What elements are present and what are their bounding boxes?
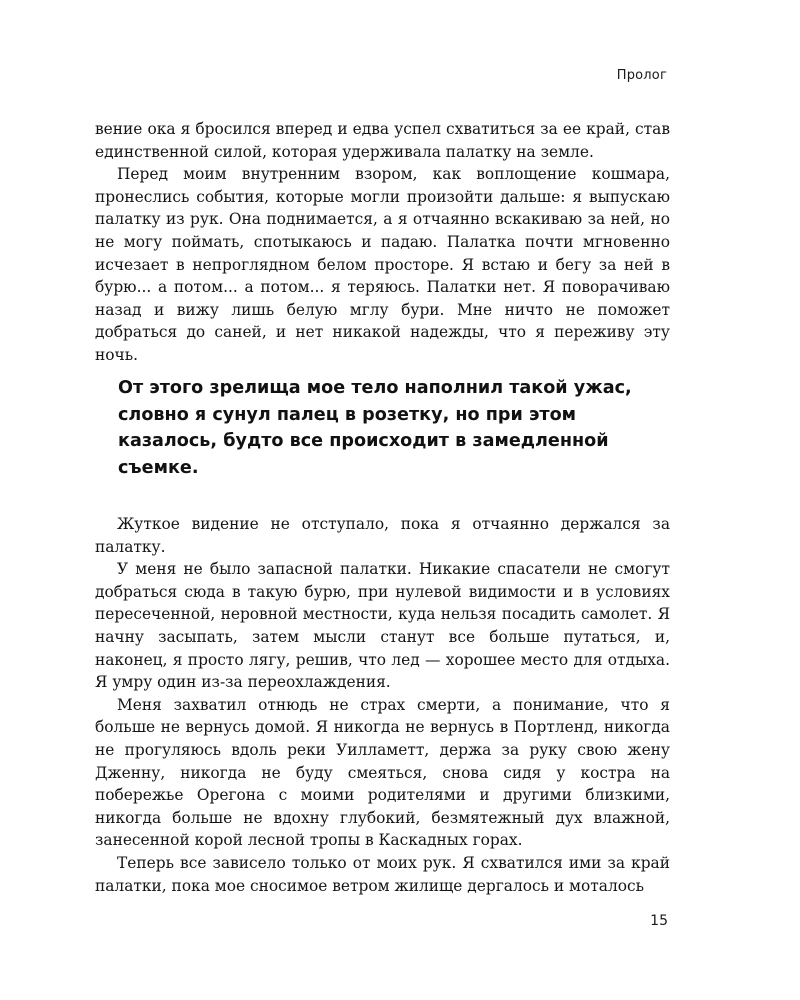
paragraph: Жуткое видение не отступало, пока я отчаянно держался за палатку. (95, 515, 670, 556)
paragraph: У меня не было запасной палатки. Никакие спасатели не смогут добраться сюда в такую бурю, при нулевой видимости и в условиях пересеченной, неровной местности, куда нельзя посадить самолет. Я начну засыпать, затем мысли станут все больше путаться, и, наконец, я просто лягу, решив, что лед — хорошее место для отдыха. Я умру один из-за переохлаждения. (95, 560, 670, 692)
running-head: Пролог (616, 68, 667, 83)
body-text-top (95, 118, 670, 367)
paragraph: вение ока я бросился вперед и едва успел схватиться за ее край, став единственной силой, которая удерживала палатку на земле. (95, 120, 670, 161)
page-number: 15 (650, 913, 668, 929)
body-text-bottom (95, 513, 670, 897)
pull-quote: От этого зрелища мое тело наполнил такой ужас, словно я сунул палец в розетку, но при этом казалось, будто все происходит в замедленной съемке. (118, 378, 632, 478)
paragraph: Теперь все зависело только от моих рук. Я схватился ими за край палатки, пока мое сносимое ветром жилище дергалось и моталось (95, 853, 670, 895)
paragraph: Перед моим внутренним взором, как воплощение кошмара, пронеслись события, которые могли произойти дальше: я выпускаю палатку из рук. Она поднимается, а я отчаянно вскакиваю за ней, но не могу поймать, спотыкаюсь и падаю. Палатка почти мгновенно исчезает в непроглядном белом просторе. Я встаю и бегу за ней в бурю... а потом... а потом... я теряюсь. Палатки нет. Я поворачиваю назад и вижу лишь белую мглу бури. Мне ничто не поможет добраться до саней, и нет никакой надежды, что я переживу эту ночь. (95, 165, 670, 364)
paragraph: Меня захватил отнюдь не страх смерти, а понимание, что я больше не вернусь домой. Я никогда не вернусь в Портленд, никогда не прогуляюсь вдоль реки Уилламетт, держа за руку свою жену Дженну, никогда не буду смеяться, снова сидя у костра на побережье Орегона с моими родителями и другими близкими, никогда больше не вдохну глубокий, безмятежный дух влажной, занесенной корой лесной тропы в Каскадных горах. (95, 695, 670, 850)
